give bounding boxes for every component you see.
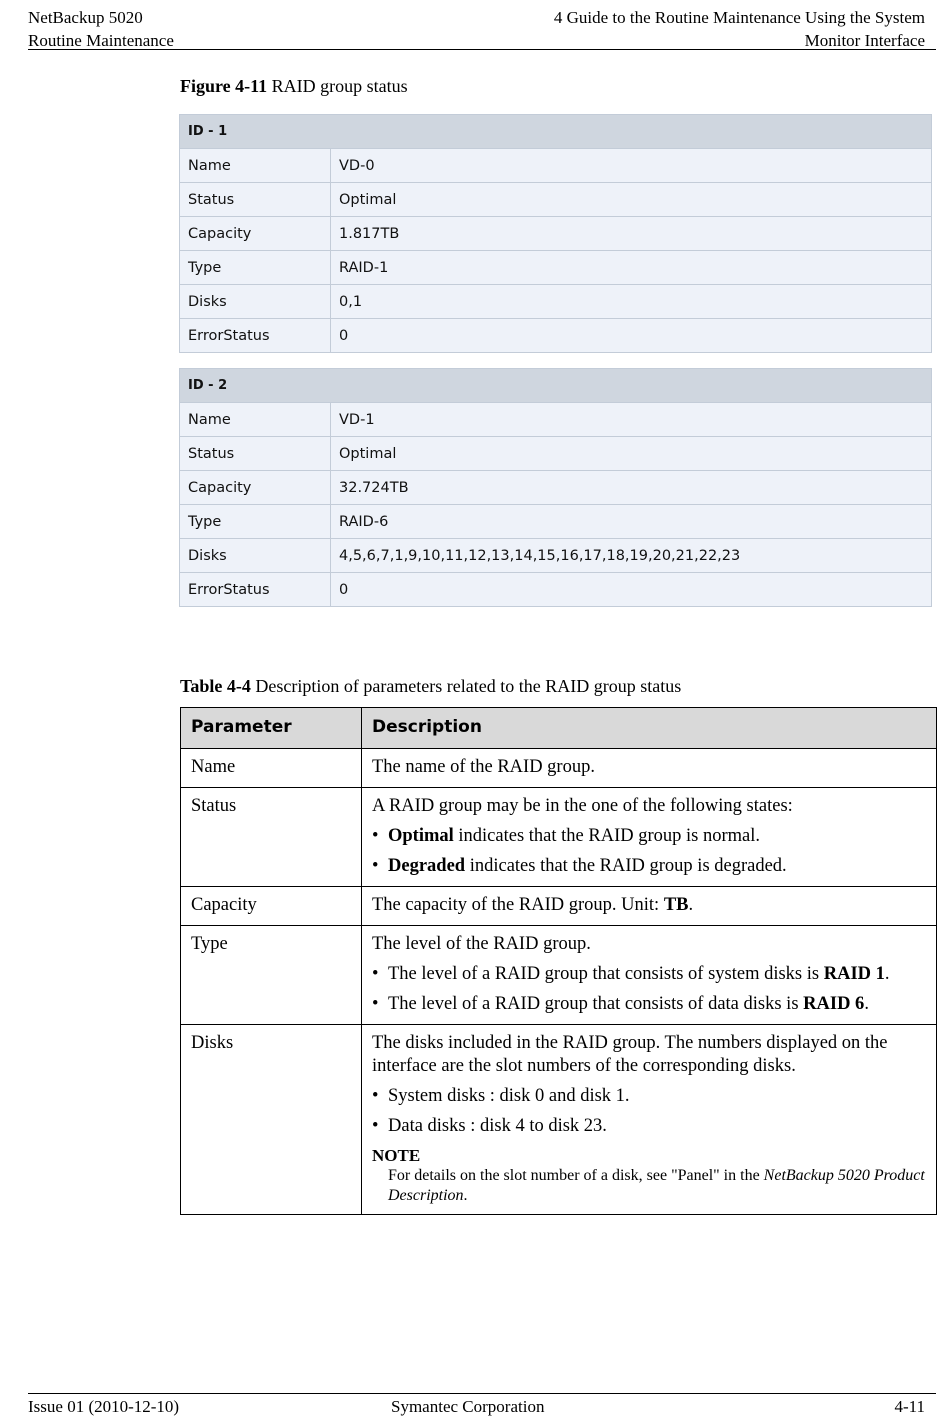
field-label-errorstatus: ErrorStatus (180, 573, 331, 607)
field-value-status: Optimal (331, 183, 932, 217)
table-label: Table 4-4 (180, 676, 251, 696)
status-bullet-degraded (372, 855, 926, 878)
footer-rule (28, 1393, 936, 1394)
field-label-status: Status (180, 437, 331, 471)
table-row-status (181, 788, 937, 887)
figure-caption (180, 76, 408, 97)
field-value-type: RAID-6 (331, 505, 932, 539)
raid-group-table-2 (179, 368, 932, 607)
param-status: Status (181, 788, 362, 887)
param-type: Type (181, 926, 362, 1025)
type-data-level: RAID 6 (803, 994, 865, 1014)
status-optimal-text: indicates that the RAID group is normal. (453, 826, 760, 846)
table-caption (180, 676, 681, 697)
type-bullet-data (372, 993, 926, 1016)
note-text (372, 1166, 926, 1206)
note-body: For details on the slot number of a disk, see "Panel" in the (388, 1167, 764, 1184)
table-caption-text: Description of parameters related to the RAID group status (250, 676, 682, 696)
param-capacity: Capacity (181, 887, 362, 926)
field-label-disks: Disks (180, 285, 331, 319)
field-value-capacity: 32.724TB (331, 471, 932, 505)
column-header-parameter: Parameter (181, 708, 362, 749)
footer-company: Symantec Corporation (391, 1397, 545, 1416)
raid-group-table-1 (179, 114, 932, 353)
status-intro: A RAID group may be in the one of the following states: (372, 796, 793, 816)
type-system-text: The level of a RAID group that consists of system disks is (388, 964, 824, 984)
column-header-description: Description (362, 708, 937, 749)
capacity-unit: TB (663, 895, 689, 915)
footer-issue: Issue 01 (2010-12-10) (28, 1397, 180, 1416)
disks-bullet-system: • System disks : disk 0 and disk 1. (372, 1085, 926, 1108)
header-doc-title: Routine Maintenance (28, 31, 174, 50)
field-label-capacity: Capacity (180, 217, 331, 251)
header-rule (28, 49, 936, 50)
running-header-left (28, 6, 174, 52)
running-header-right (554, 6, 925, 52)
header-product: NetBackup 5020 (28, 8, 143, 27)
field-label-capacity: Capacity (180, 471, 331, 505)
table-row-type (181, 926, 937, 1025)
raid-group-id: ID - 1 (180, 115, 932, 149)
field-label-type: Type (180, 505, 331, 539)
field-label-status: Status (180, 183, 331, 217)
field-label-name: Name (180, 149, 331, 183)
field-value-capacity: 1.817TB (331, 217, 932, 251)
note-doc-reference: NetBackup 5020 Product Description (388, 1167, 925, 1204)
param-disks: Disks (181, 1025, 362, 1215)
footer-page-number: 4-11 (894, 1397, 925, 1416)
desc-disks (362, 1025, 937, 1215)
type-system-end: . (884, 964, 890, 984)
field-value-name: VD-1 (331, 403, 932, 437)
field-value-status: Optimal (331, 437, 932, 471)
disks-bullet-data: • Data disks : disk 4 to disk 23. (372, 1115, 926, 1138)
raid-group-id: ID - 2 (180, 369, 932, 403)
field-label-name: Name (180, 403, 331, 437)
table-row-name (181, 749, 937, 788)
field-value-disks: 4,5,6,7,1,9,10,11,12,13,14,15,16,17,18,19,20,21,22,23 (331, 539, 932, 573)
type-intro: The level of the RAID group. (372, 934, 591, 954)
header-chapter-line1: 4 Guide to the Routine Maintenance Using the System (553, 8, 925, 27)
table-row-disks (181, 1025, 937, 1215)
type-bullet-system (372, 963, 926, 986)
capacity-text: The capacity of the RAID group. Unit: (372, 895, 664, 915)
parameter-description-table (180, 707, 937, 1215)
param-name: Name (181, 749, 362, 788)
table-row-capacity (181, 887, 937, 926)
status-bullet-optimal (372, 825, 926, 848)
field-label-type: Type (180, 251, 331, 285)
field-value-name: VD-0 (331, 149, 932, 183)
field-label-disks: Disks (180, 539, 331, 573)
table-header-row (181, 708, 937, 749)
field-value-disks: 0,1 (331, 285, 932, 319)
status-optimal-term: Optimal (388, 826, 454, 846)
status-degraded-text: indicates that the RAID group is degraded. (465, 856, 787, 876)
note-end: . (463, 1187, 468, 1204)
figure-caption-text: RAID group status (267, 76, 408, 96)
field-label-errorstatus: ErrorStatus (180, 319, 331, 353)
desc-type (362, 926, 937, 1025)
field-value-errorstatus: 0 (331, 573, 932, 607)
type-data-text: The level of a RAID group that consists of data disks is (388, 994, 804, 1014)
note-label: NOTE (372, 1146, 421, 1165)
type-data-end: . (864, 994, 869, 1014)
field-value-errorstatus: 0 (331, 319, 932, 353)
desc-name: The name of the RAID group. (362, 749, 937, 788)
status-degraded-term: Degraded (388, 856, 466, 876)
header-chapter-line2: Monitor Interface (804, 31, 925, 50)
desc-capacity (362, 887, 937, 926)
desc-status (362, 788, 937, 887)
type-system-level: RAID 1 (823, 964, 885, 984)
field-value-type: RAID-1 (331, 251, 932, 285)
disks-intro: The disks included in the RAID group. The numbers displayed on the interface are the slot numbers of the corresponding disks. (372, 1033, 888, 1076)
capacity-end: . (688, 895, 694, 915)
figure-label: Figure 4-11 (180, 76, 268, 96)
